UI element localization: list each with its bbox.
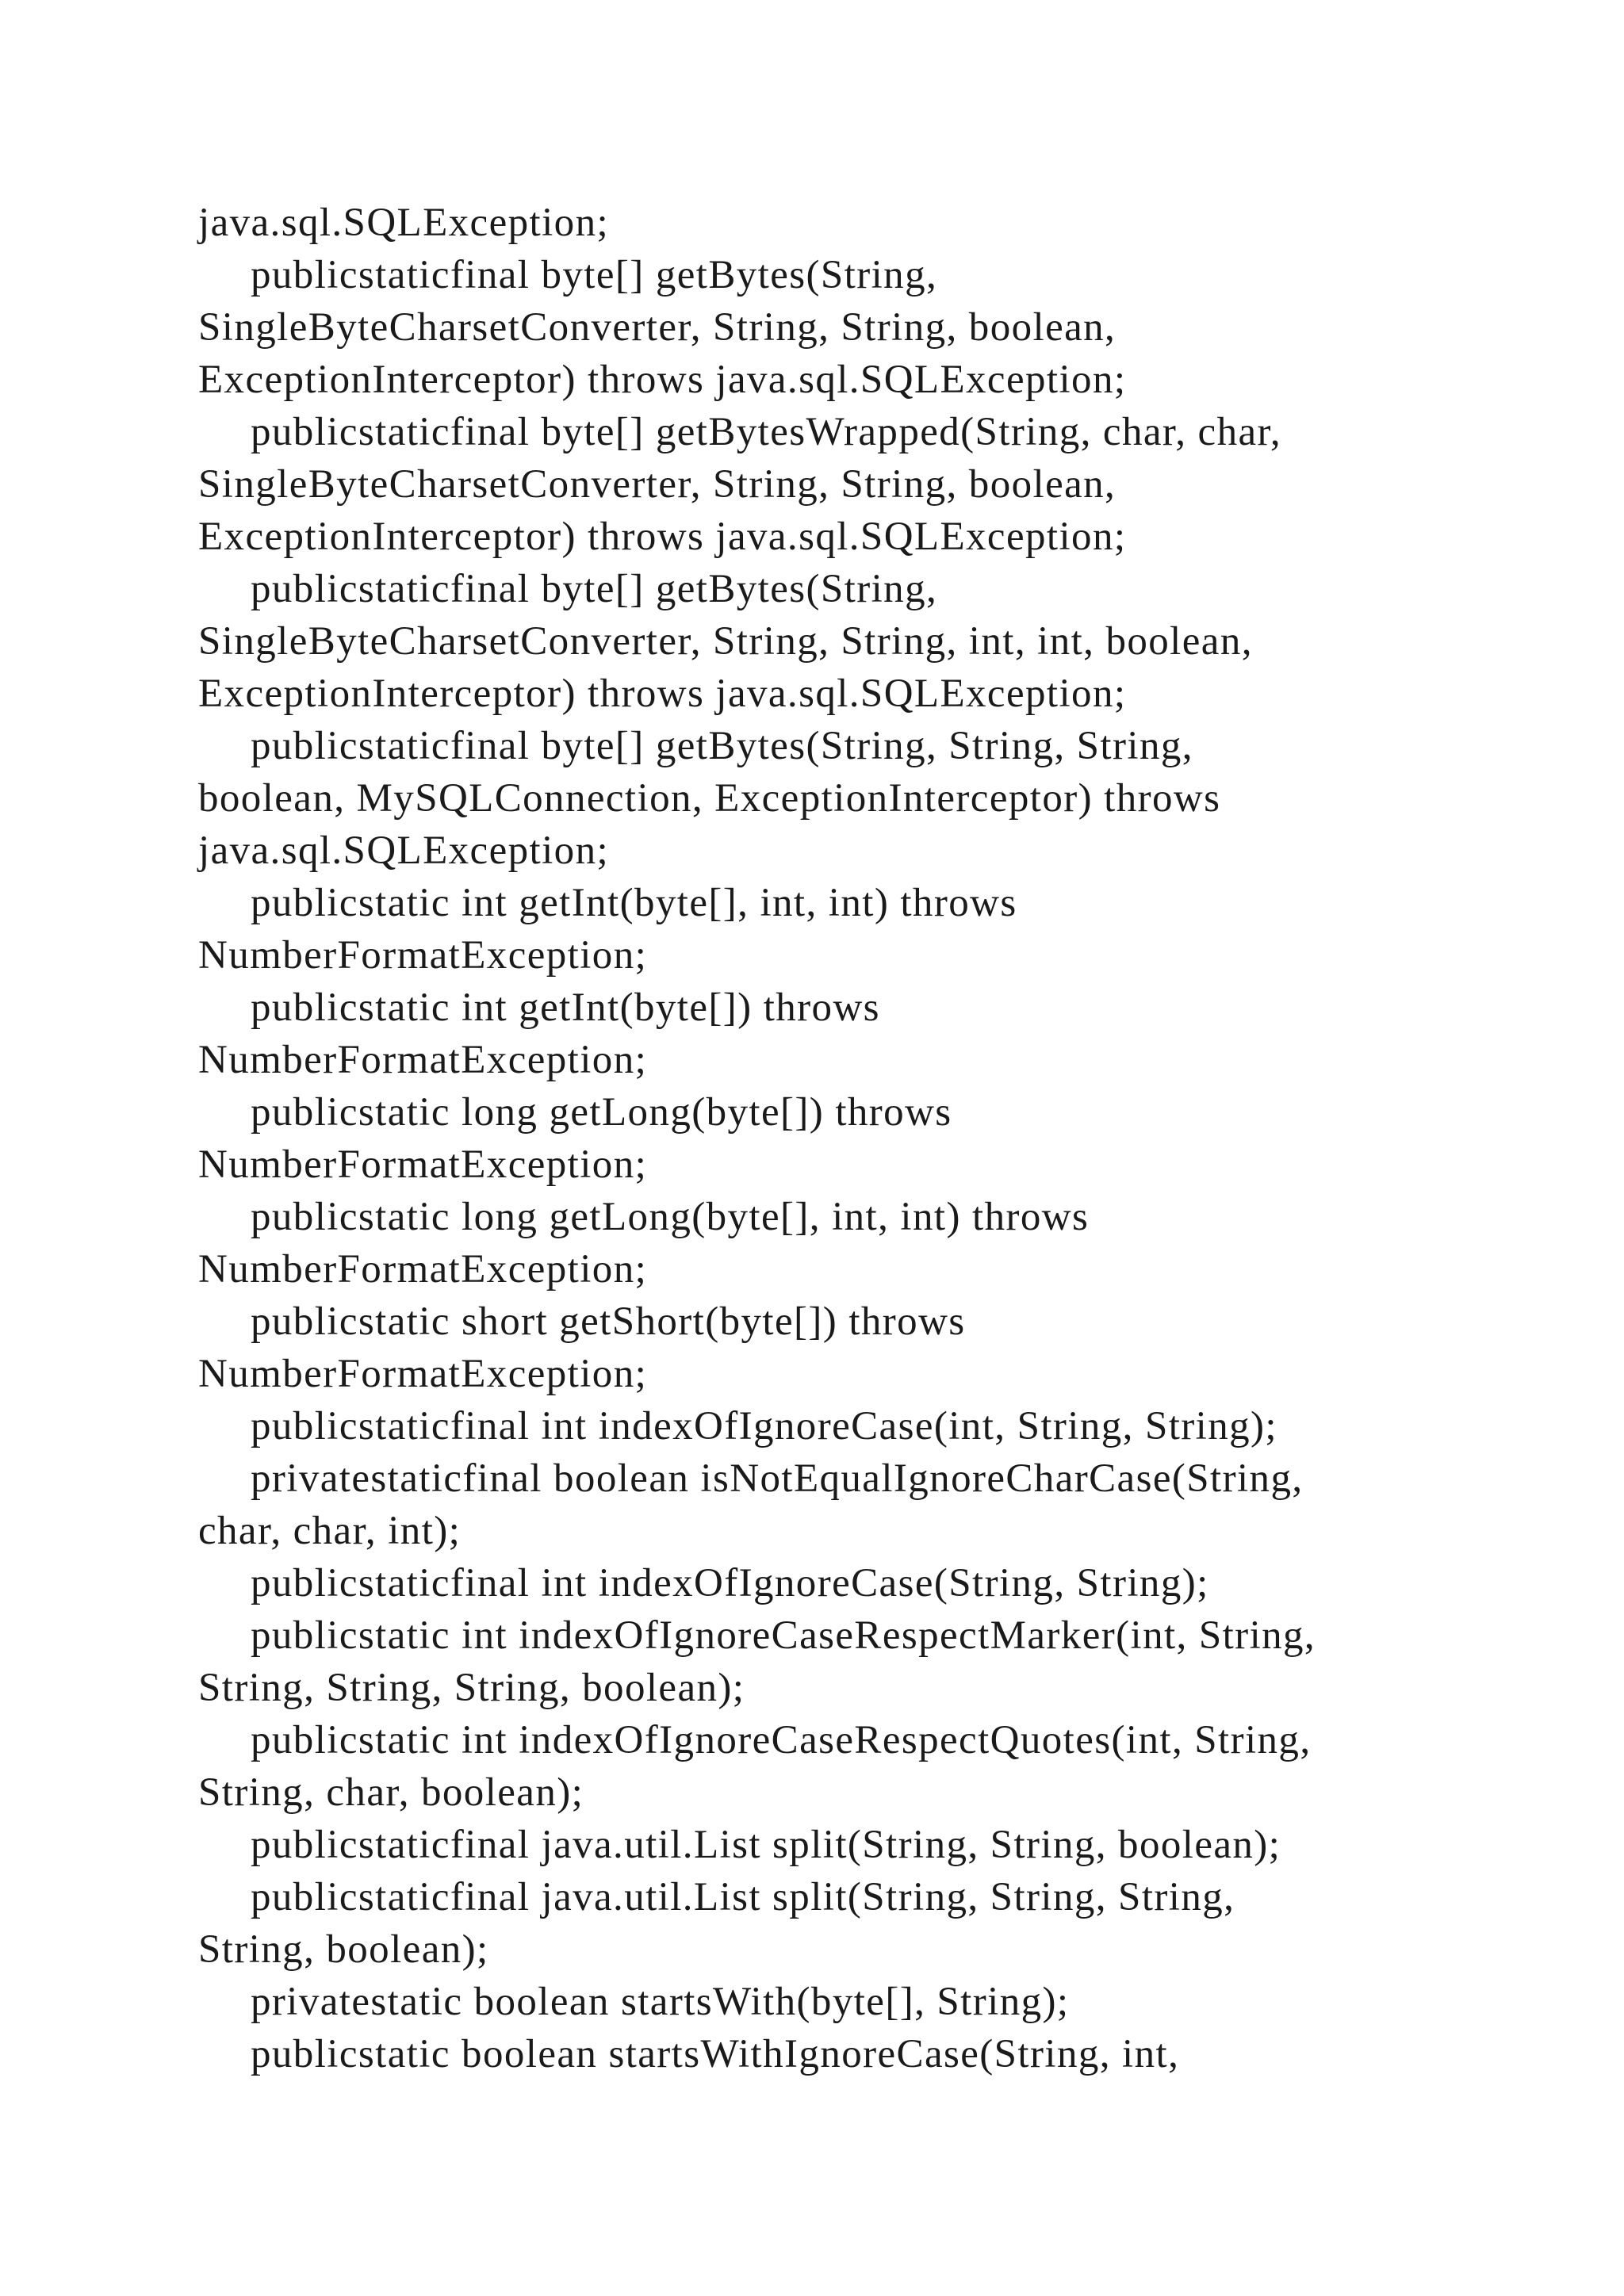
text-line: publicstaticfinal java.util.List split(String, String, String,: [251, 1875, 1235, 1919]
text-line: java.sql.SQLException;: [198, 201, 610, 245]
text-line: String, boolean);: [198, 1927, 489, 1972]
text-line: char, char, int);: [198, 1509, 462, 1553]
text-line: publicstatic int getInt(byte[]) throws: [251, 985, 880, 1030]
text-line: ExceptionInterceptor) throws java.sql.SQLException;: [198, 672, 1127, 716]
text-line: publicstaticfinal int indexOfIgnoreCase(int, String, String);: [251, 1404, 1278, 1448]
text-line: ExceptionInterceptor) throws java.sql.SQLException;: [198, 358, 1127, 402]
text-line: publicstatic int indexOfIgnoreCaseRespectQuotes(int, String,: [251, 1718, 1312, 1762]
text-line: publicstaticfinal java.util.List split(String, String, boolean);: [251, 1823, 1281, 1867]
text-line: publicstaticfinal int indexOfIgnoreCase(String, String);: [251, 1561, 1209, 1605]
text-line: privatestatic boolean startsWith(byte[], String);: [251, 1980, 1070, 2024]
text-line: publicstatic long getLong(byte[], int, int) throws: [251, 1195, 1090, 1239]
text-line: java.sql.SQLException;: [198, 828, 610, 873]
text-line: publicstatic short getShort(byte[]) throws: [251, 1299, 966, 1344]
text-line: NumberFormatException;: [198, 1038, 648, 1082]
text-line: publicstaticfinal byte[] getBytes(String,: [251, 567, 938, 611]
text-line: SingleByteCharsetConverter, String, String, boolean,: [198, 305, 1116, 350]
text-line: NumberFormatException;: [198, 933, 648, 978]
text-line: ExceptionInterceptor) throws java.sql.SQLException;: [198, 515, 1127, 559]
text-line: NumberFormatException;: [198, 1142, 648, 1187]
text-line: publicstaticfinal byte[] getBytes(String,: [251, 253, 938, 297]
text-line: publicstaticfinal byte[] getBytesWrapped(String, char, char,: [251, 410, 1282, 454]
text-line: SingleByteCharsetConverter, String, String, boolean,: [198, 462, 1116, 507]
text-line: publicstatic boolean startsWithIgnoreCase(String, int,: [251, 2032, 1180, 2076]
text-line: publicstatic long getLong(byte[]) throws: [251, 1090, 952, 1135]
text-line: SingleByteCharsetConverter, String, String, int, int, boolean,: [198, 619, 1253, 664]
text-line: NumberFormatException;: [198, 1247, 648, 1292]
text-line: NumberFormatException;: [198, 1352, 648, 1396]
text-line: boolean, MySQLConnection, ExceptionInterceptor) throws: [198, 776, 1221, 821]
text-line: publicstaticfinal byte[] getBytes(String, String, String,: [251, 724, 1193, 768]
text-line: privatestaticfinal boolean isNotEqualIgnoreCharCase(String,: [251, 1456, 1304, 1501]
document-body: [198, 197, 1467, 2080]
text-line: String, char, boolean);: [198, 1770, 584, 1815]
text-line: publicstatic int indexOfIgnoreCaseRespectMarker(int, String,: [251, 1613, 1316, 1658]
text-line: String, String, String, boolean);: [198, 1666, 745, 1710]
text-line: publicstatic int getInt(byte[], int, int) throws: [251, 881, 1017, 925]
